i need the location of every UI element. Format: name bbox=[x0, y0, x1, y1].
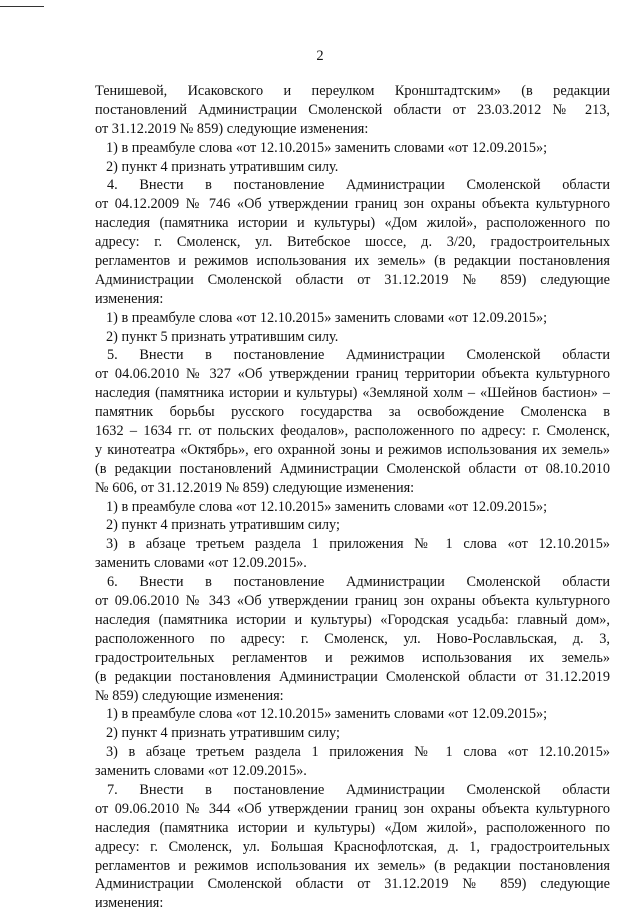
document-line: постановлений Администрации Смоленской области от 23.03.2012 № 213, bbox=[95, 101, 610, 118]
document-line: от 09.06.2010 № 344 «Об утверждении границ зон охраны объекта культурного bbox=[95, 800, 610, 817]
document-line: изменения: bbox=[95, 290, 164, 307]
document-line: 4. Внести в постановление Администрации Смоленской области bbox=[107, 177, 610, 194]
document-line: регламентов и режимов использования их земель» (в редакции постановления bbox=[95, 857, 610, 874]
document-line: памятник борьбы русского государства за освобождение Смоленска в bbox=[95, 404, 610, 421]
document-line: наследия (памятника истории и культуры) «Дом жилой», расположенного по bbox=[95, 215, 610, 232]
document-line: Администрации Смоленской области от 31.12.2019 № 859) следующие bbox=[95, 271, 610, 288]
document-line: 1) в преамбуле слова «от 12.10.2015» заменить словами «от 12.09.2015»; bbox=[106, 498, 548, 515]
document-line: расположенного по адресу: г. Смоленск, ул. Ново-Рославльская, д. 3, bbox=[95, 630, 610, 647]
document-line: 2) пункт 4 признать утратившим силу; bbox=[106, 725, 340, 742]
document-line: от 31.12.2019 № 859) следующие изменения: bbox=[95, 120, 369, 137]
document-line: регламентов и режимов использования их земель» (в редакции постановления bbox=[95, 253, 610, 270]
document-line: № 606, от 31.12.2019 № 859) следующие изменения: bbox=[95, 479, 415, 496]
document-line: адресу: г. Смоленск, ул. Большая Краснофлотская, д. 1, градостроительных bbox=[95, 838, 610, 855]
document-line: 1) в преамбуле слова «от 12.10.2015» заменить словами «от 12.09.2015»; bbox=[106, 706, 548, 723]
document-line: наследия (памятника истории и культуры) «Дом жилой», расположенного по bbox=[95, 819, 610, 836]
document-line: 1632 – 1634 гг. от польских феодалов», расположенного по адресу: г. Смоленск, bbox=[95, 423, 610, 440]
document-line: градостроительных регламентов и режимов использования их земель» bbox=[95, 649, 610, 666]
document-line: 2) пункт 4 признать утратившим силу. bbox=[106, 158, 339, 175]
document-line: от 09.06.2010 № 343 «Об утверждении границ зон охраны объекта культурного bbox=[95, 593, 610, 610]
document-body bbox=[95, 82, 610, 913]
document-line: от 04.06.2010 № 327 «Об утверждении границ территории объекта культурного bbox=[95, 366, 610, 383]
document-line: 7. Внести в постановление Администрации Смоленской области bbox=[107, 781, 610, 798]
page-number: 2 bbox=[316, 48, 324, 64]
document-line: 1) в преамбуле слова «от 12.10.2015» заменить словами «от 12.09.2015»; bbox=[106, 139, 548, 156]
document-line: наследия (памятника истории и культуры) «Земляной холм – «Шейнов бастион» – bbox=[95, 385, 610, 402]
document-line: наследия (памятника истории и культуры) «Городская усадьба: главный дом», bbox=[95, 611, 610, 628]
document-line: 3) в абзаце третьем раздела 1 приложения № 1 слова «от 12.10.2015» bbox=[106, 744, 610, 761]
corner-line-mark bbox=[0, 6, 44, 7]
document-line: у кинотеатра «Октябрь», его охранной зоны и режимов использования их земель» bbox=[95, 441, 610, 458]
document-line: 1) в преамбуле слова «от 12.10.2015» заменить словами «от 12.09.2015»; bbox=[106, 309, 548, 326]
document-line: 5. Внести в постановление Администрации Смоленской области bbox=[107, 347, 610, 364]
document-line: Администрации Смоленской области от 31.12.2019 № 859) следующие bbox=[95, 876, 610, 893]
document-line: 2) пункт 5 признать утратившим силу. bbox=[106, 328, 339, 345]
document-line: (в редакции постановления Администрации Смоленской области от 31.12.2019 bbox=[95, 668, 610, 685]
document-line: 6. Внести в постановление Администрации Смоленской области bbox=[107, 574, 610, 591]
document-line: 3) в абзаце третьем раздела 1 приложения № 1 слова «от 12.10.2015» bbox=[106, 536, 610, 553]
document-line: № 859) следующие изменения: bbox=[95, 687, 284, 704]
document-line: адресу: г. Смоленск, ул. Витебское шоссе, д. 3/20, градостроительных bbox=[95, 234, 610, 251]
document-line: от 04.12.2009 № 746 «Об утверждении границ зон охраны объекта культурного bbox=[95, 196, 610, 213]
document-line: Тенишевой, Исаковского и переулком Кронштадтским» (в редакции bbox=[95, 83, 610, 99]
document-line: изменения: bbox=[95, 895, 164, 912]
document-line: заменить словами «от 12.09.2015». bbox=[95, 555, 307, 572]
document-line: 2) пункт 4 признать утратившим силу; bbox=[106, 517, 340, 534]
document-line: заменить словами «от 12.09.2015». bbox=[95, 763, 307, 780]
document-line: (в редакции постановлений Администрации Смоленской области от 08.10.2010 bbox=[95, 460, 610, 477]
